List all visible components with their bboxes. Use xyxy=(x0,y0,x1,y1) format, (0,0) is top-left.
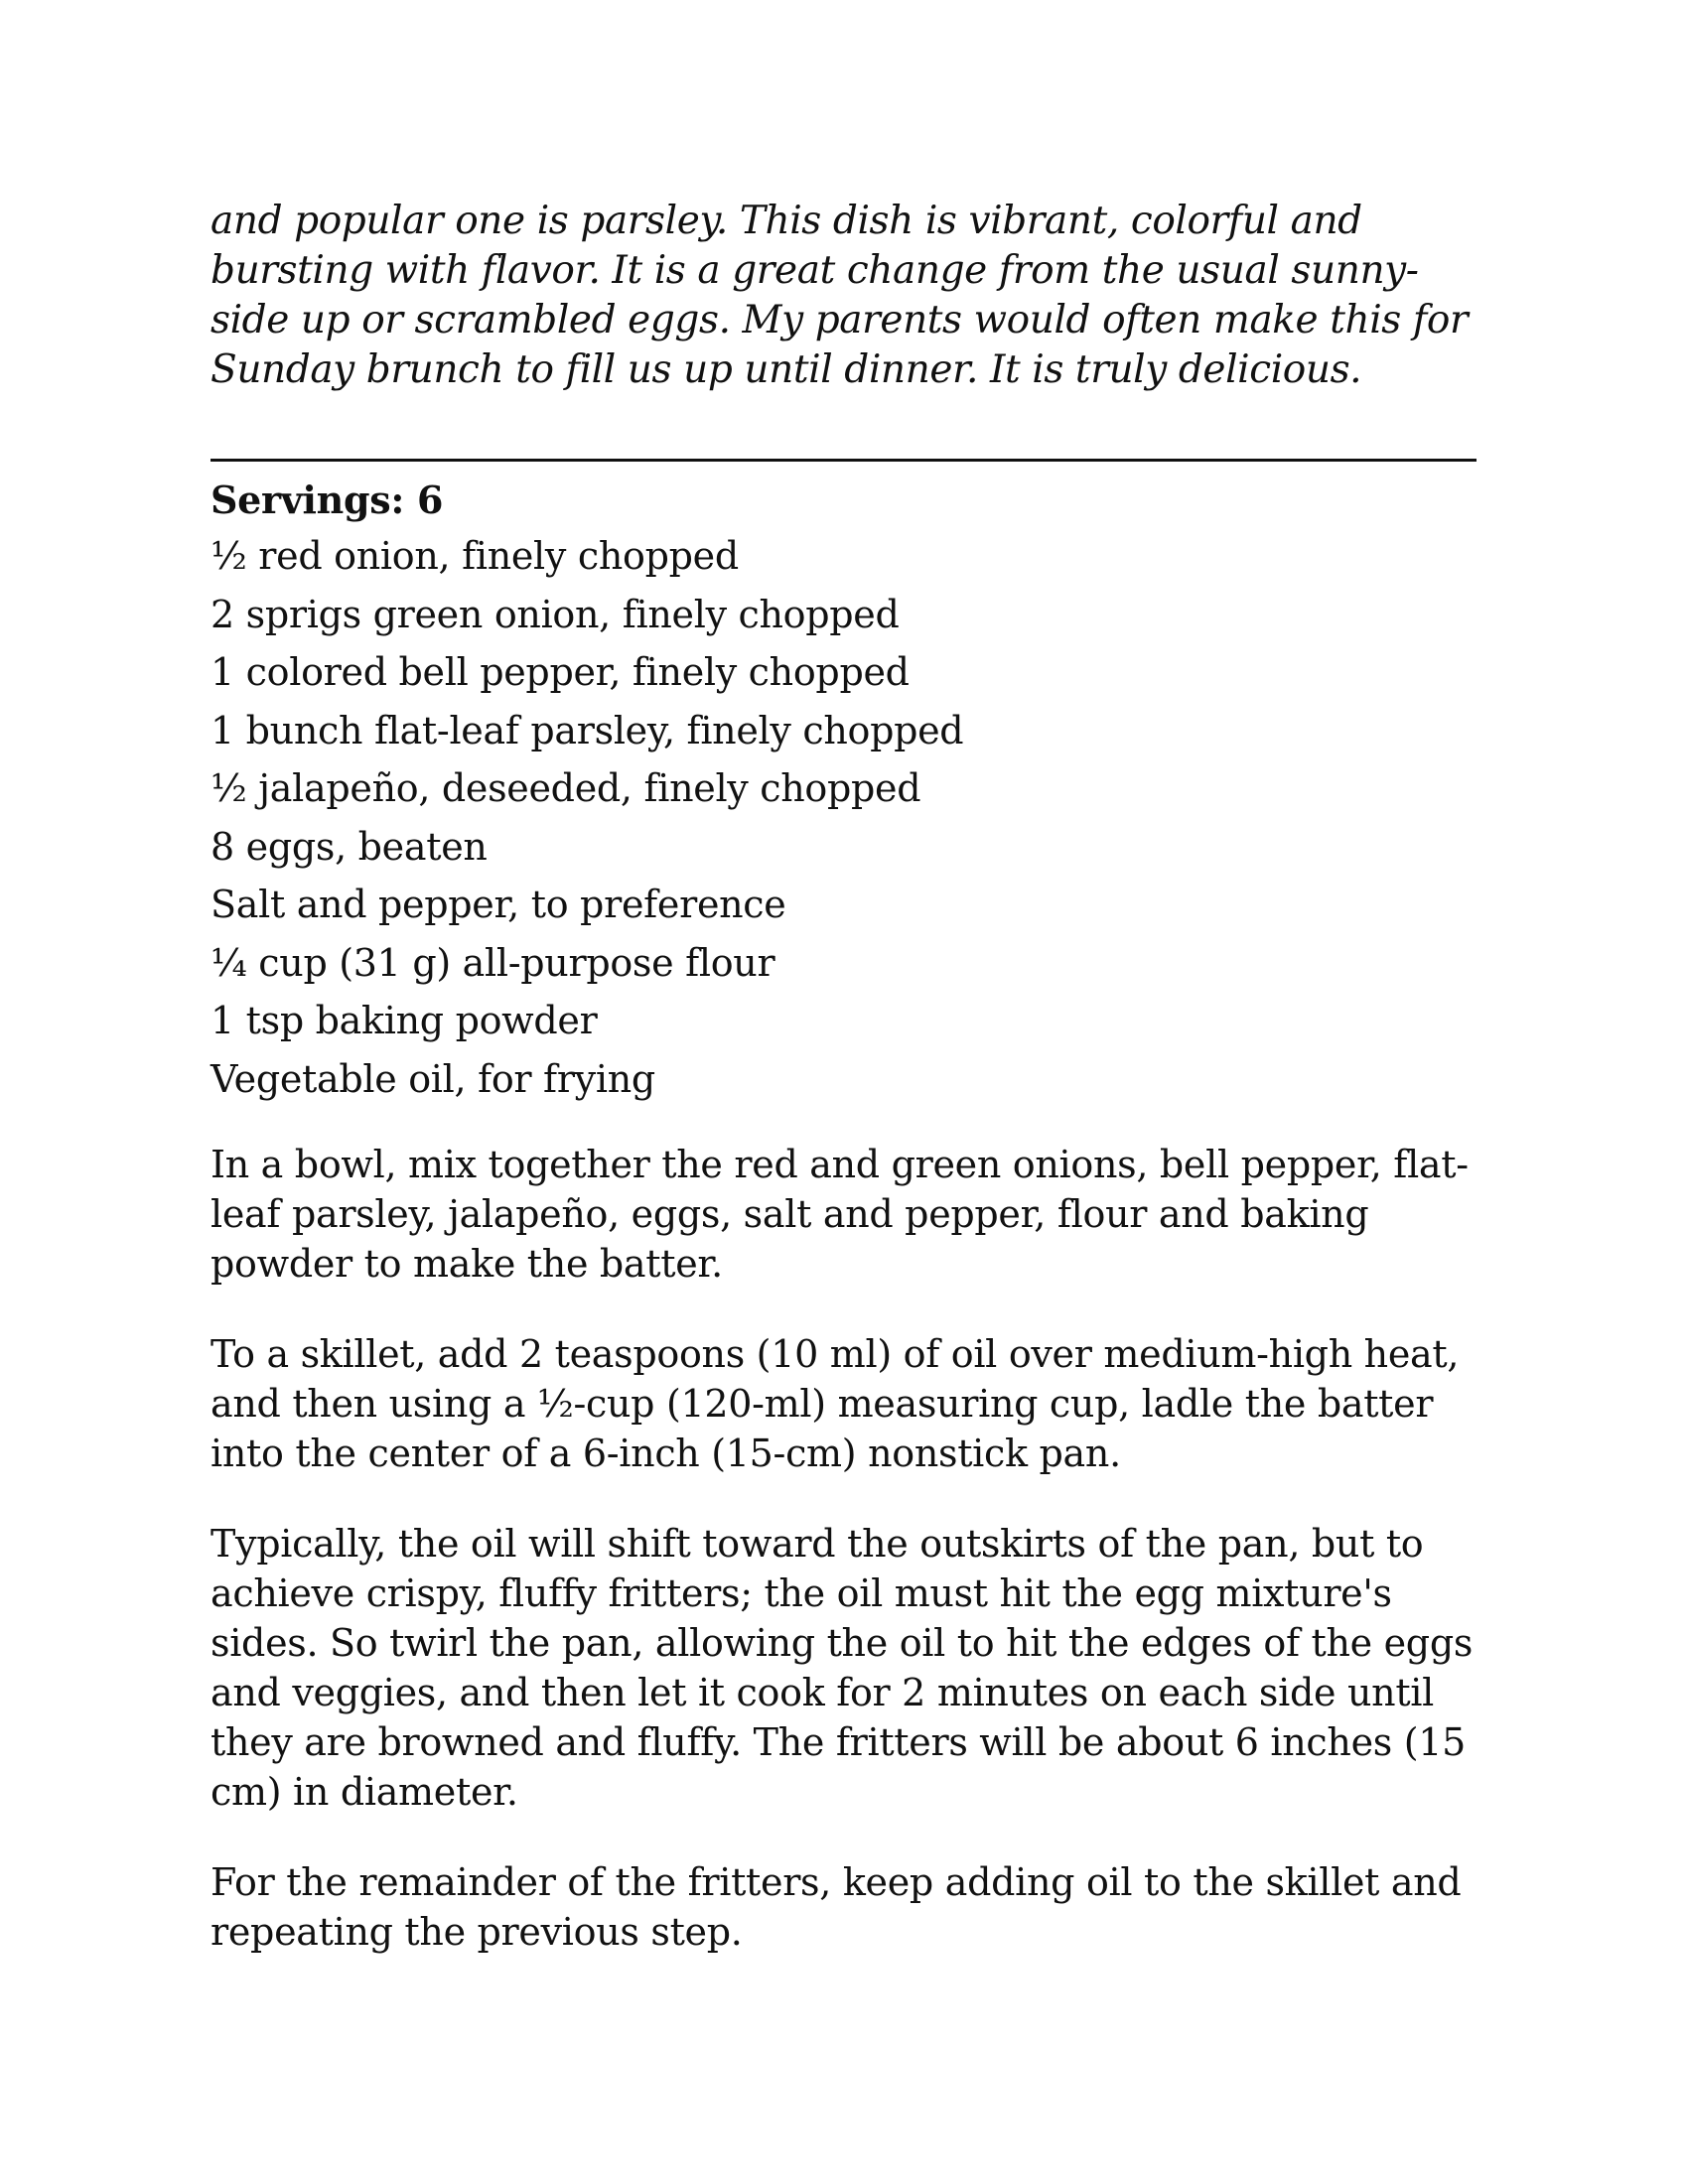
section-divider xyxy=(211,459,1477,462)
ingredient-item: Salt and pepper, to preference xyxy=(211,883,786,926)
ingredient-item: 2 sprigs green onion, finely chopped xyxy=(211,592,900,636)
ingredient-item: ½ red onion, finely chopped xyxy=(211,534,739,578)
ingredient-item: Vegetable oil, for frying xyxy=(211,1056,655,1101)
ingredient-item: ½ jalapeño, deseeded, finely chopped xyxy=(211,766,921,810)
instruction-step: To a skillet, add 2 teaspoons (10 ml) of oil over medium-high heat, and then using a ½-cup (120-ml) measuring cup, ladle the batter into the center of a 6-inch (15-cm) nonstick pan. xyxy=(211,1332,1460,1475)
recipe-page xyxy=(211,197,1477,1997)
ingredient-item: 1 tsp baking powder xyxy=(211,999,598,1042)
intro-paragraph: and popular one is parsley. This dish is vibrant, colorful and bursting with flavor. It is a great change from the usual sunny-side up or scrambled eggs. My parents would often make this for Sunday brunch to fill us up until dinner. It is truly delicious. xyxy=(211,199,1469,392)
instruction-step: Typically, the oil will shift toward the outskirts of the pan, but to achieve crispy, fluffy fritters; the oil must hit the egg mixture's sides. So twirl the pan, allowing the oil to hit the edges of the eggs and veggies, and then let it cook for 2 minutes on each side until they are browned and fluffy. The fritters will be about 6 inches (15 cm) in diameter. xyxy=(211,1522,1474,1814)
ingredient-item: 1 bunch flat-leaf parsley, finely chopped xyxy=(211,708,964,752)
ingredient-list xyxy=(211,527,1477,1108)
ingredient-item: 8 eggs, beaten xyxy=(211,824,488,869)
servings-heading: Servings: 6 xyxy=(211,478,444,522)
instruction-step: In a bowl, mix together the red and green onions, bell pepper, flat-leaf parsley, jalapeño, eggs, salt and pepper, flour and baking powder to make the batter. xyxy=(211,1143,1469,1286)
ingredient-item: 1 colored bell pepper, finely chopped xyxy=(211,650,910,694)
ingredient-item: ¼ cup (31 g) all-purpose flour xyxy=(211,940,775,985)
instructions xyxy=(211,1140,1477,1957)
instruction-step: For the remainder of the fritters, keep adding oil to the skillet and repeating the previous step. xyxy=(211,1860,1462,1954)
